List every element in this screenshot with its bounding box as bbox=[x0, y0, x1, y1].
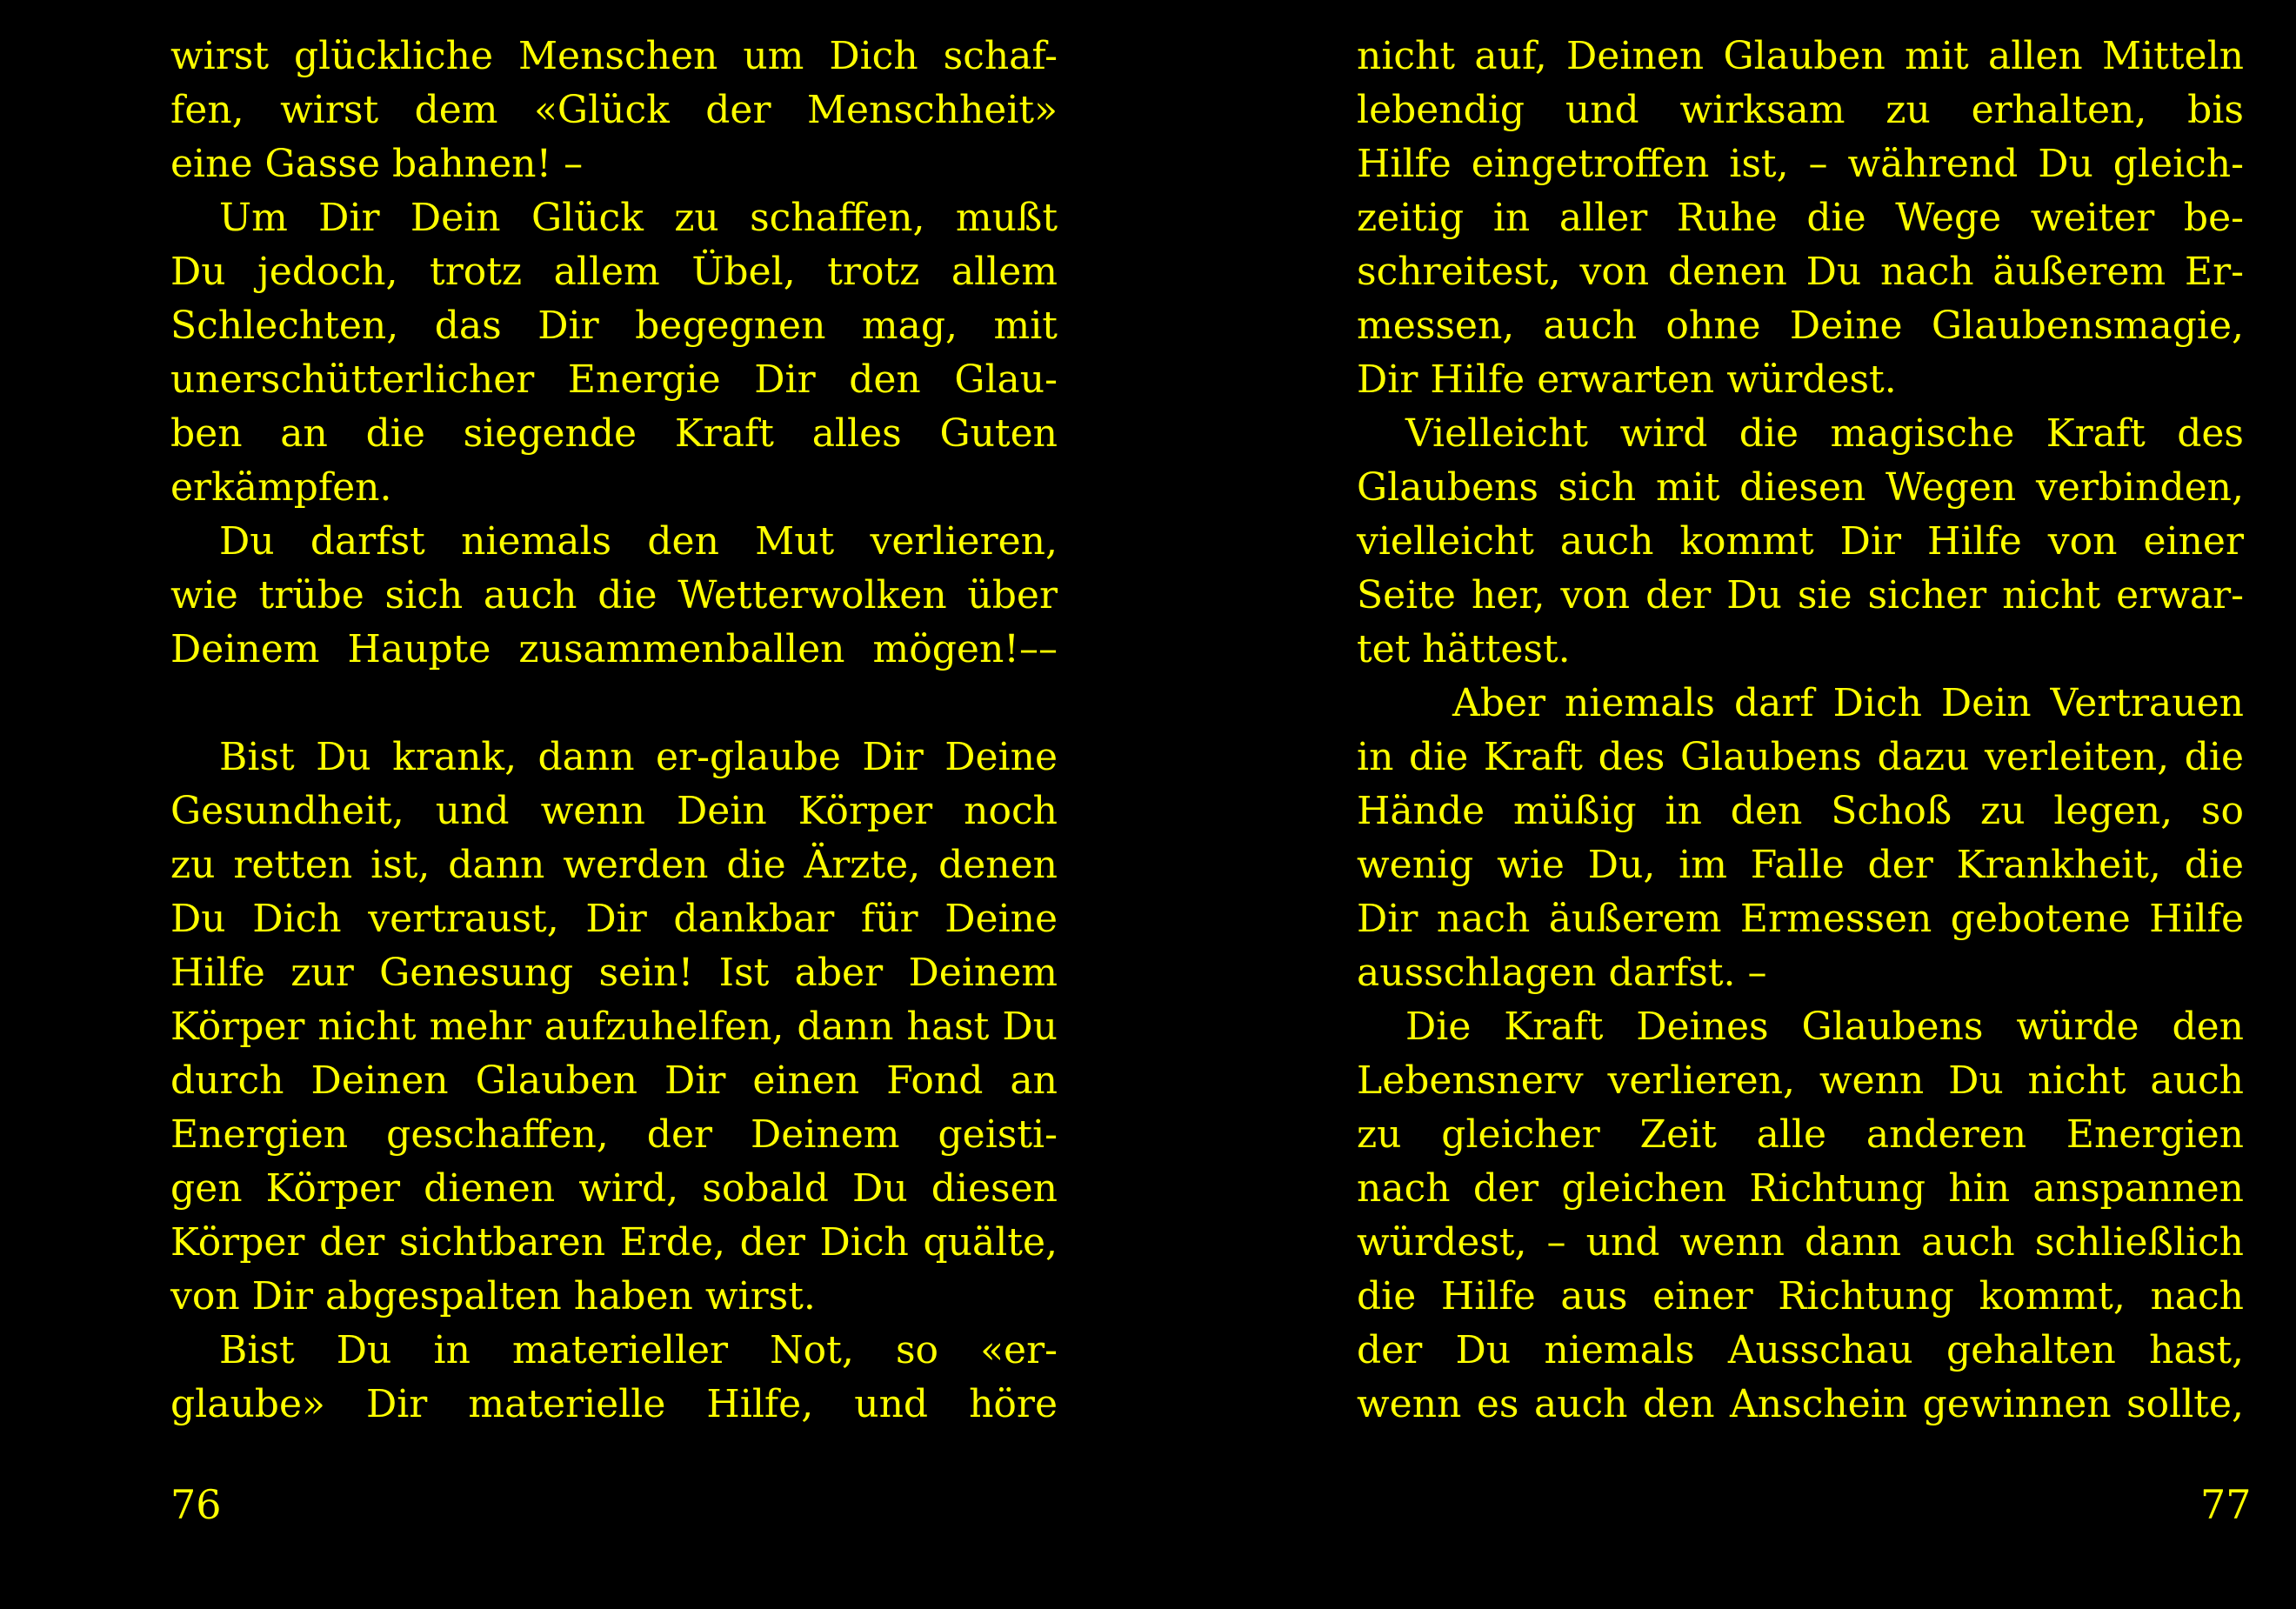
text-line: Körper der sichtbaren Erde, der Dich quälte, bbox=[170, 1220, 1058, 1265]
text-line: lebendig und wirksam zu erhalten, bis bbox=[1357, 88, 2244, 132]
text-line: würdest, – und wenn dann auch schließlich bbox=[1357, 1220, 2244, 1265]
text-line: nach der gleichen Richtung hin anspannen bbox=[1357, 1166, 2244, 1211]
text-line: Hilfe zur Genesung sein! Ist aber Deinem bbox=[170, 951, 1058, 995]
text-line: Lebensnerv verlieren, wenn Du nicht auch bbox=[1357, 1058, 2244, 1103]
text-line: Schlechten, das Dir begegnen mag, mit bbox=[170, 304, 1058, 348]
text-line: wenig wie Du, im Falle der Krankheit, die bbox=[1357, 843, 2244, 887]
text-line: Dir Hilfe erwarten würdest. bbox=[1357, 357, 1897, 402]
text-line: Du Dich vertraust, Dir dankbar für Deine bbox=[170, 897, 1058, 941]
text-line: tet hättest. bbox=[1357, 627, 1571, 671]
text-line: Gesundheit, und wenn Dein Körper noch bbox=[170, 789, 1058, 833]
text-line: zu gleicher Zeit alle anderen Energien bbox=[1357, 1112, 2244, 1157]
text-line: eine Gasse bahnen! – bbox=[170, 142, 584, 186]
text-line: Bist Du krank, dann er-glaube Dir Deine bbox=[219, 735, 1058, 779]
text-line: zeitig in aller Ruhe die Wege weiter be- bbox=[1357, 196, 2244, 240]
text-line: durch Deinen Glauben Dir einen Fond an bbox=[170, 1058, 1058, 1103]
text-line: der Du niemals Ausschau gehalten hast, bbox=[1357, 1328, 2244, 1372]
text-line: Um Dir Dein Glück zu schaffen, mußt bbox=[219, 196, 1058, 240]
text-line: Du darfst niemals den Mut verlieren, bbox=[219, 519, 1058, 564]
right-page bbox=[1357, 30, 2244, 1432]
text-line: wie trübe sich auch die Wetterwolken über bbox=[170, 573, 1058, 618]
text-line: unerschütterlicher Energie Dir den Glau- bbox=[170, 357, 1058, 402]
text-line: Aber niemals darf Dich Dein Vertrauen bbox=[1452, 681, 2244, 725]
text-line: erkämpfen. bbox=[170, 465, 392, 510]
text-line: glaube» Dir materielle Hilfe, und höre bbox=[170, 1382, 1058, 1426]
text-line: Seite her, von der Du sie sicher nicht erwar- bbox=[1357, 573, 2244, 618]
text-line: zu retten ist, dann werden die Ärzte, denen bbox=[170, 843, 1058, 887]
text-line: wenn es auch den Anschein gewinnen sollte, bbox=[1357, 1382, 2244, 1426]
text-line: Glaubens sich mit diesen Wegen verbinden, bbox=[1357, 465, 2244, 510]
text-line: Die Kraft Deines Glaubens würde den bbox=[1405, 1005, 2244, 1049]
text-line: Du jedoch, trotz allem Übel, trotz allem bbox=[170, 250, 1058, 294]
text-line: Deinem Haupte zusammenballen mögen!–– bbox=[170, 627, 1058, 671]
text-line: fen, wirst dem «Glück der Menschheit» bbox=[170, 88, 1058, 132]
blank-line bbox=[170, 677, 1058, 731]
text-line: Körper nicht mehr aufzuhelfen, dann hast Du bbox=[170, 1005, 1058, 1049]
left-page bbox=[170, 30, 1058, 1432]
text-line: Bist Du in materieller Not, so «er- bbox=[219, 1328, 1058, 1372]
text-line: Vielleicht wird die magische Kraft des bbox=[1405, 411, 2244, 456]
page-number-right: 77 bbox=[2200, 1481, 2252, 1528]
text-line: Dir nach äußerem Ermessen gebotene Hilfe bbox=[1357, 897, 2244, 941]
text-line: von Dir abgespalten haben wirst. bbox=[170, 1274, 816, 1319]
text-line: wirst glückliche Menschen um Dich schaf- bbox=[170, 34, 1058, 78]
text-line: vielleicht auch kommt Dir Hilfe von einer bbox=[1357, 519, 2244, 564]
text-line: Hände müßig in den Schoß zu legen, so bbox=[1357, 789, 2244, 833]
text-line: messen, auch ohne Deine Glaubensmagie, bbox=[1357, 304, 2244, 348]
text-line: in die Kraft des Glaubens dazu verleiten, die bbox=[1357, 735, 2244, 779]
page-number-left: 76 bbox=[170, 1481, 222, 1528]
text-line: schreitest, von denen Du nach äußerem Er- bbox=[1357, 250, 2244, 294]
text-line: die Hilfe aus einer Richtung kommt, nach bbox=[1357, 1274, 2244, 1319]
text-line: ausschlagen darfst. – bbox=[1357, 951, 1767, 995]
text-line: ben an die siegende Kraft alles Guten bbox=[170, 411, 1058, 456]
text-line: Energien geschaffen, der Deinem geisti- bbox=[170, 1112, 1058, 1157]
text-line: gen Körper dienen wird, sobald Du diesen bbox=[170, 1166, 1058, 1211]
text-line: nicht auf, Deinen Glauben mit allen Mitteln bbox=[1357, 34, 2244, 78]
text-line: Hilfe eingetroffen ist, – während Du gleich- bbox=[1357, 142, 2244, 186]
